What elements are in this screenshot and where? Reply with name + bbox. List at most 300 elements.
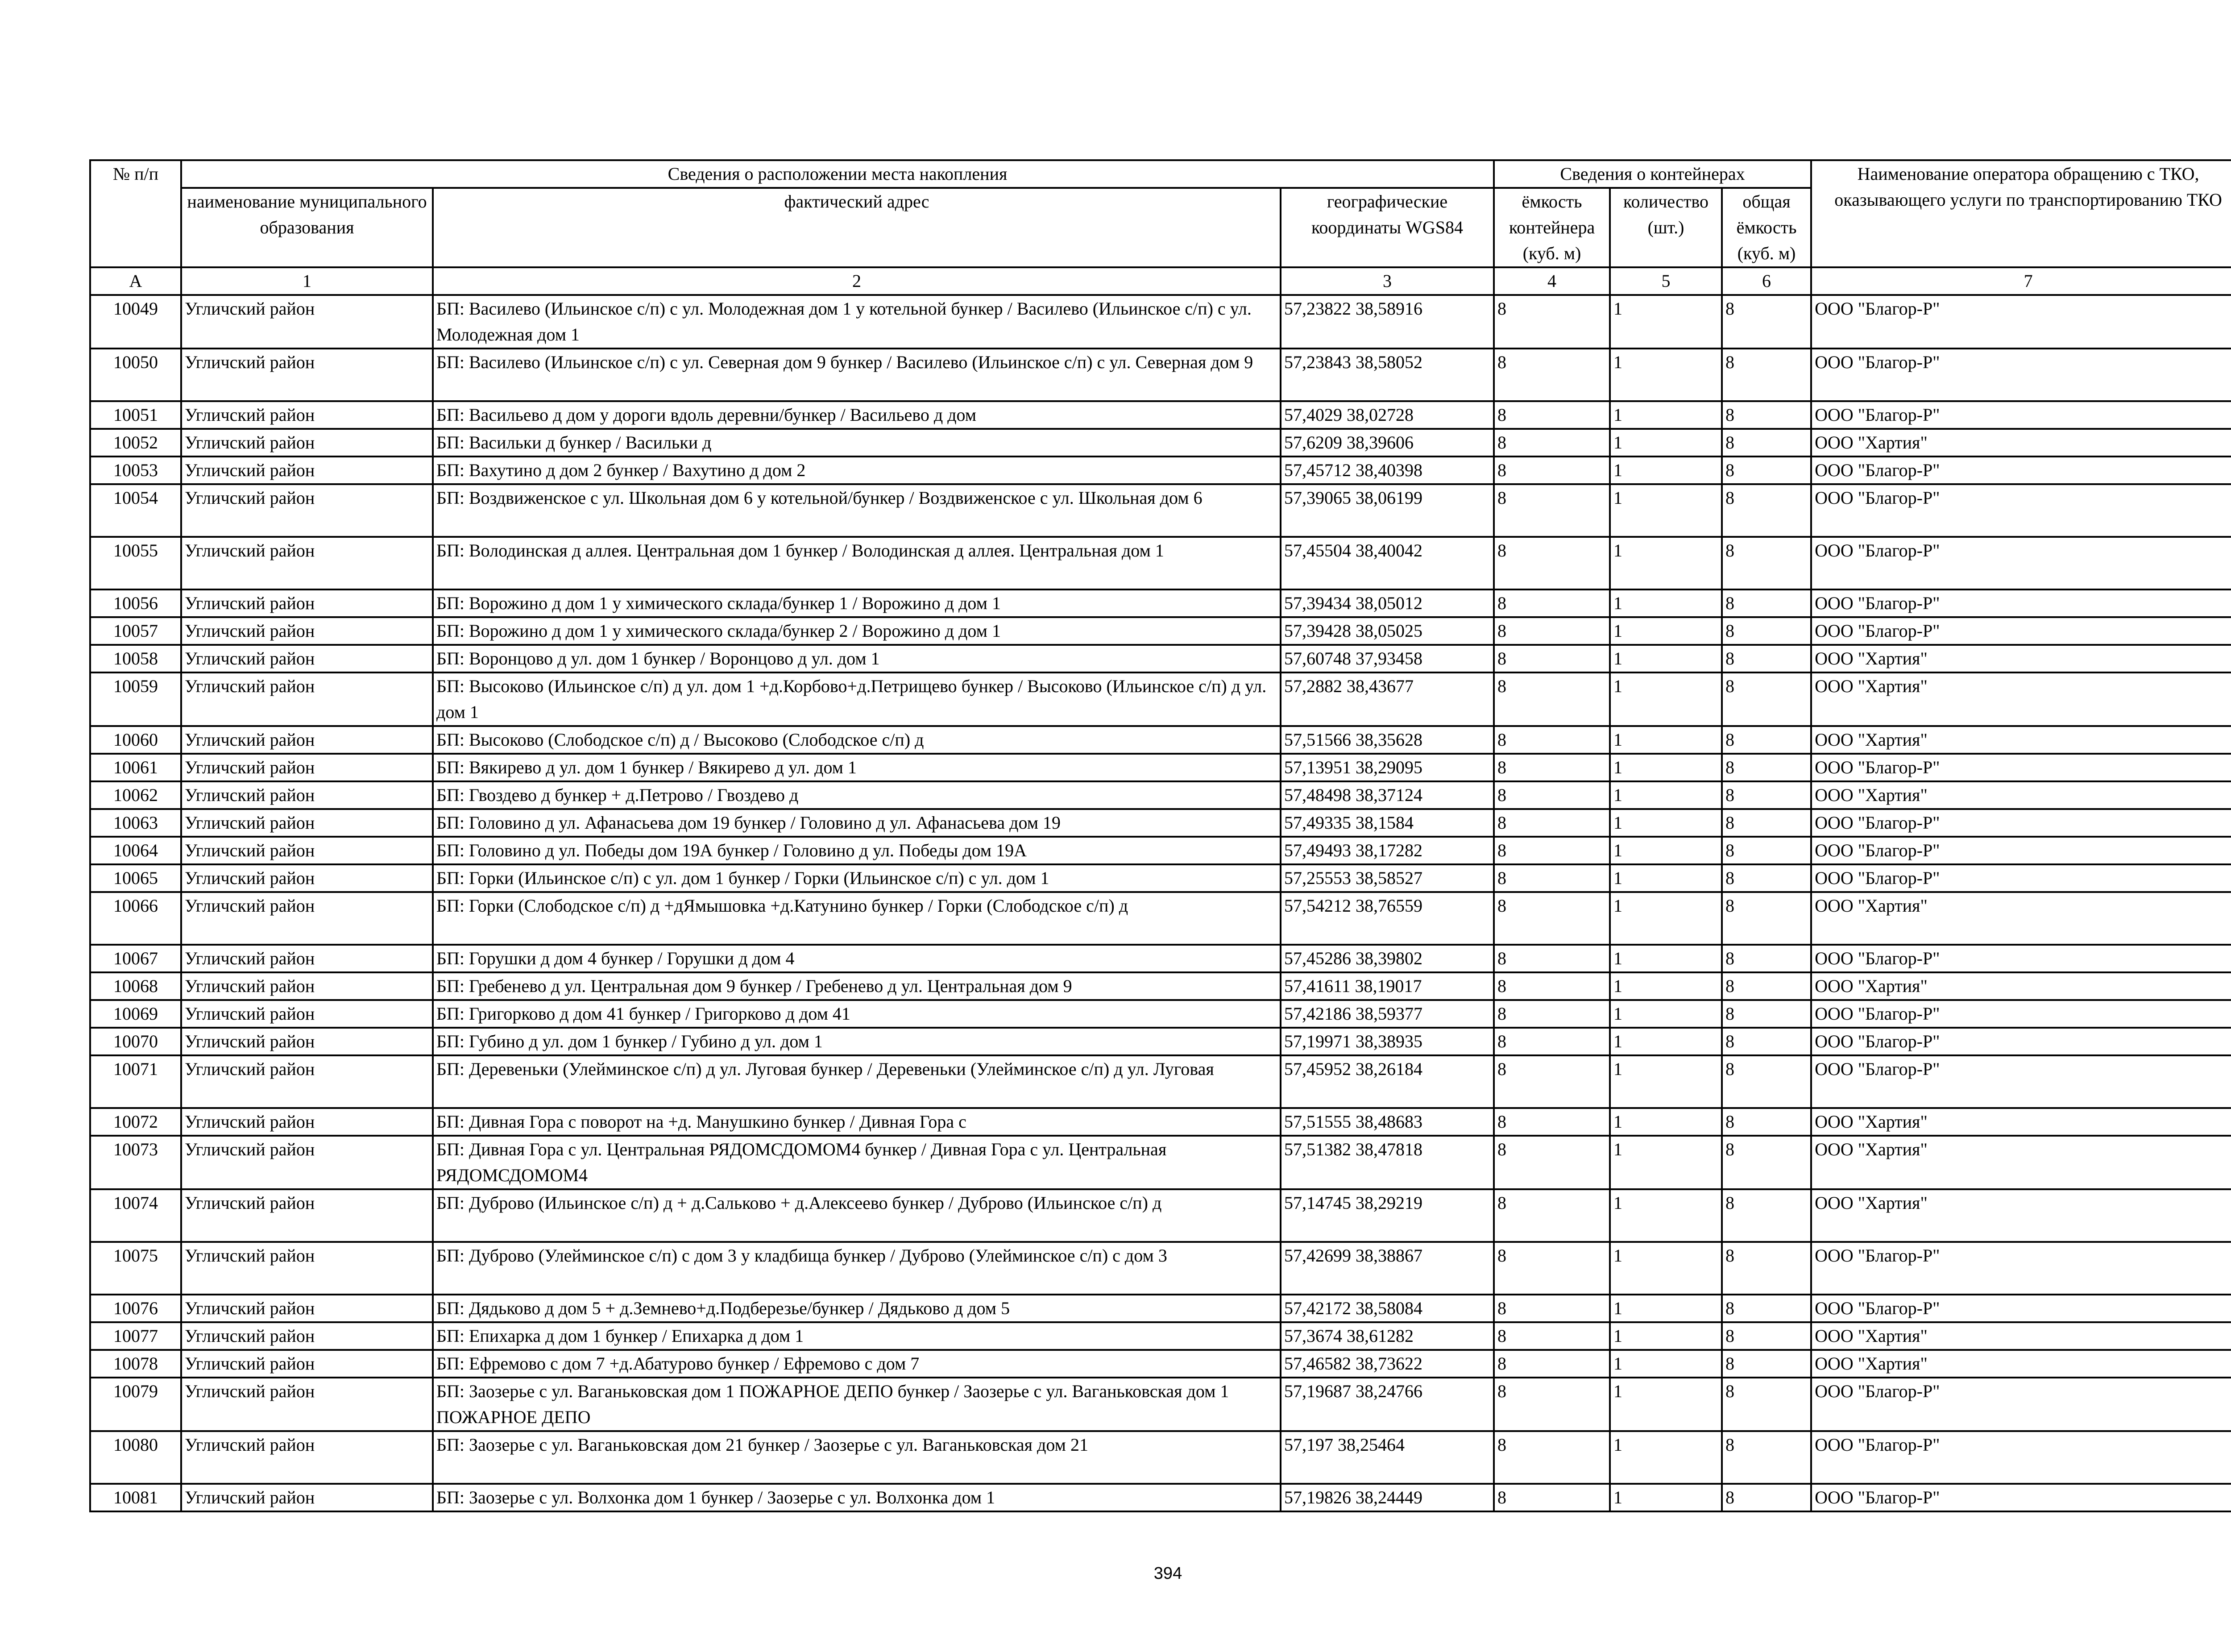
table-row [90,864,2231,892]
table-row [90,1136,2231,1189]
capacity-cell: 8 [1494,972,1610,1000]
table-row [90,754,2231,781]
capacity-cell: 8 [1494,837,1610,864]
address-cell: БП: Дуброво (Ильинское с/п) д + д.Сальково + д.Алексеево бункер / Дуброво (Ильинское с/п) д [433,1189,1281,1242]
total-cell: 8 [1722,972,1811,1000]
coords-cell: 57,42186 38,59377 [1281,1000,1494,1028]
table-row [90,837,2231,864]
capacity-cell: 8 [1494,1055,1610,1108]
count-cell: 1 [1610,1431,1722,1484]
count-cell: 1 [1610,1322,1722,1350]
coords-cell: 57,39428 38,05025 [1281,617,1494,645]
operator-cell: ООО "Благор-Р" [1811,295,2231,349]
row-number: 10080 [90,1431,181,1484]
municipality-cell: Угличский район [181,754,433,781]
total-cell: 8 [1722,754,1811,781]
total-cell: 8 [1722,484,1811,537]
coords-cell: 57,19687 38,24766 [1281,1378,1494,1431]
row-number: 10050 [90,349,181,401]
address-cell: БП: Горки (Ильинское с/п) с ул. дом 1 бункер / Горки (Ильинское с/п) с ул. дом 1 [433,864,1281,892]
operator-cell: ООО "Хартия" [1811,1350,2231,1378]
total-cell: 8 [1722,672,1811,726]
total-cell: 8 [1722,429,1811,457]
operator-cell: ООО "Благор-Р" [1811,484,2231,537]
row-number: 10065 [90,864,181,892]
row-number: 10064 [90,837,181,864]
address-cell: БП: Заозерье с ул. Волхонка дом 1 бункер / Заозерье с ул. Волхонка дом 1 [433,1484,1281,1511]
col-number: 6 [1722,267,1811,295]
municipality-cell: Угличский район [181,1322,433,1350]
capacity-cell: 8 [1494,754,1610,781]
operator-cell: ООО "Хартия" [1811,726,2231,754]
count-cell: 1 [1610,1295,1722,1322]
table-row [90,1189,2231,1242]
header-total: общая ёмкость (куб. м) [1722,188,1811,267]
operator-cell: ООО "Благор-Р" [1811,1378,2231,1431]
total-cell: 8 [1722,295,1811,349]
row-number: 10076 [90,1295,181,1322]
col-number: 5 [1610,267,1722,295]
coords-cell: 57,2882 38,43677 [1281,672,1494,726]
address-cell: БП: Вахутино д дом 2 бункер / Вахутино д дом 2 [433,457,1281,484]
row-number: 10074 [90,1189,181,1242]
operator-cell: ООО "Благор-Р" [1811,1431,2231,1484]
address-cell: БП: Горки (Слободское с/п) д +дЯмышовка +д.Катунино бункер / Горки (Слободское с/п) д [433,892,1281,945]
table-row [90,401,2231,429]
address-cell: БП: Вякирево д ул. дом 1 бункер / Вякирево д ул. дом 1 [433,754,1281,781]
table-row [90,1242,2231,1295]
address-cell: БП: Дядьково д дом 5 + д.Земнево+д.Подберезье/бункер / Дядьково д дом 5 [433,1295,1281,1322]
operator-cell: ООО "Хартия" [1811,1108,2231,1136]
table-row [90,781,2231,809]
row-number: 10055 [90,537,181,589]
capacity-cell: 8 [1494,537,1610,589]
row-number: 10078 [90,1350,181,1378]
coords-cell: 57,42172 38,58084 [1281,1295,1494,1322]
col-number: А [90,267,181,295]
total-cell: 8 [1722,781,1811,809]
table-row [90,484,2231,537]
count-cell: 1 [1610,429,1722,457]
municipality-cell: Угличский район [181,892,433,945]
municipality-cell: Угличский район [181,1350,433,1378]
municipality-cell: Угличский район [181,645,433,672]
count-cell: 1 [1610,1108,1722,1136]
header-capacity: ёмкость контейнера (куб. м) [1494,188,1610,267]
row-number: 10056 [90,589,181,617]
header-coords: географические координаты WGS84 [1281,188,1494,267]
coords-cell: 57,49335 38,1584 [1281,809,1494,837]
total-cell: 8 [1722,726,1811,754]
address-cell: БП: Заозерье с ул. Ваганьковская дом 1 ПОЖАРНОЕ ДЕПО бункер / Заозерье с ул. Ваганьковская дом 1 ПОЖАРНОЕ ДЕПО [433,1378,1281,1431]
operator-cell: ООО "Благор-Р" [1811,1055,2231,1108]
table-row [90,1484,2231,1511]
operator-cell: ООО "Хартия" [1811,1189,2231,1242]
capacity-cell: 8 [1494,945,1610,972]
table-row [90,972,2231,1000]
capacity-cell: 8 [1494,617,1610,645]
capacity-cell: 8 [1494,1484,1610,1511]
total-cell: 8 [1722,1028,1811,1055]
capacity-cell: 8 [1494,1136,1610,1189]
municipality-cell: Угличский район [181,837,433,864]
address-cell: БП: Головино д ул. Афанасьева дом 19 бункер / Головино д ул. Афанасьева дом 19 [433,809,1281,837]
capacity-cell: 8 [1494,1189,1610,1242]
table-row [90,945,2231,972]
total-cell: 8 [1722,1000,1811,1028]
coords-cell: 57,41611 38,19017 [1281,972,1494,1000]
table-row [90,457,2231,484]
operator-cell: ООО "Благор-Р" [1811,754,2231,781]
row-number: 10069 [90,1000,181,1028]
total-cell: 8 [1722,1189,1811,1242]
row-number: 10061 [90,754,181,781]
operator-cell: ООО "Благор-Р" [1811,1000,2231,1028]
capacity-cell: 8 [1494,1295,1610,1322]
coords-cell: 57,48498 38,37124 [1281,781,1494,809]
total-cell: 8 [1722,1350,1811,1378]
count-cell: 1 [1610,589,1722,617]
table-row [90,349,2231,401]
operator-cell: ООО "Благор-Р" [1811,1242,2231,1295]
row-number: 10068 [90,972,181,1000]
coords-cell: 57,42699 38,38867 [1281,1242,1494,1295]
table-row [90,537,2231,589]
capacity-cell: 8 [1494,457,1610,484]
coords-cell: 57,39434 38,05012 [1281,589,1494,617]
address-cell: БП: Ворожино д дом 1 у химического склада/бункер 2 / Ворожино д дом 1 [433,617,1281,645]
operator-cell: ООО "Благор-Р" [1811,864,2231,892]
row-number: 10066 [90,892,181,945]
page-number: 394 [1153,1564,1182,1583]
address-cell: БП: Головино д ул. Победы дом 19А бункер / Головино д ул. Победы дом 19А [433,837,1281,864]
count-cell: 1 [1610,945,1722,972]
count-cell: 1 [1610,401,1722,429]
table-row [90,1000,2231,1028]
row-number: 10075 [90,1242,181,1295]
capacity-cell: 8 [1494,1028,1610,1055]
municipality-cell: Угличский район [181,429,433,457]
header-address: фактический адрес [433,188,1281,267]
address-cell: БП: Дивная Гора с поворот на +д. Манушкино бункер / Дивная Гора с [433,1108,1281,1136]
municipality-cell: Угличский район [181,1055,433,1108]
col-number: 4 [1494,267,1610,295]
count-cell: 1 [1610,457,1722,484]
row-number: 10063 [90,809,181,837]
row-number: 10073 [90,1136,181,1189]
count-cell: 1 [1610,1136,1722,1189]
header-location-group: Сведения о расположении места накопления [181,160,1494,188]
capacity-cell: 8 [1494,1378,1610,1431]
total-cell: 8 [1722,537,1811,589]
row-number: 10057 [90,617,181,645]
municipality-cell: Угличский район [181,1431,433,1484]
count-cell: 1 [1610,754,1722,781]
coords-cell: 57,13951 38,29095 [1281,754,1494,781]
row-number: 10071 [90,1055,181,1108]
operator-cell: ООО "Благор-Р" [1811,1484,2231,1511]
coords-cell: 57,23843 38,58052 [1281,349,1494,401]
table-row [90,617,2231,645]
coords-cell: 57,60748 37,93458 [1281,645,1494,672]
coords-cell: 57,51382 38,47818 [1281,1136,1494,1189]
count-cell: 1 [1610,726,1722,754]
total-cell: 8 [1722,837,1811,864]
municipality-cell: Угличский район [181,1028,433,1055]
total-cell: 8 [1722,1108,1811,1136]
count-cell: 1 [1610,617,1722,645]
row-number: 10072 [90,1108,181,1136]
address-cell: БП: Ворожино д дом 1 у химического склада/бункер 1 / Ворожино д дом 1 [433,589,1281,617]
operator-cell: ООО "Хартия" [1811,672,2231,726]
coords-cell: 57,39065 38,06199 [1281,484,1494,537]
row-number: 10079 [90,1378,181,1431]
address-cell: БП: Дуброво (Улейминское с/п) с дом 3 у кладбища бункер / Дуброво (Улейминское с/п) с дом 3 [433,1242,1281,1295]
operator-cell: ООО "Хартия" [1811,429,2231,457]
header-containers-group: Сведения о контейнерах [1494,160,1811,188]
count-cell: 1 [1610,672,1722,726]
address-cell: БП: Гвоздево д бункер + д.Петрово / Гвоздево д [433,781,1281,809]
capacity-cell: 8 [1494,809,1610,837]
count-cell: 1 [1610,1484,1722,1511]
address-cell: БП: Горушки д дом 4 бункер / Горушки д дом 4 [433,945,1281,972]
capacity-cell: 8 [1494,1000,1610,1028]
row-number: 10077 [90,1322,181,1350]
total-cell: 8 [1722,457,1811,484]
count-cell: 1 [1610,864,1722,892]
total-cell: 8 [1722,809,1811,837]
count-cell: 1 [1610,484,1722,537]
capacity-cell: 8 [1494,349,1610,401]
coords-cell: 57,6209 38,39606 [1281,429,1494,457]
operator-cell: ООО "Хартия" [1811,645,2231,672]
coords-cell: 57,51566 38,35628 [1281,726,1494,754]
count-cell: 1 [1610,645,1722,672]
municipality-cell: Угличский район [181,1000,433,1028]
row-number: 10051 [90,401,181,429]
header-municipality: наименование муниципального образования [181,188,433,267]
registry-table [89,159,2231,1512]
capacity-cell: 8 [1494,401,1610,429]
row-number: 10054 [90,484,181,537]
count-cell: 1 [1610,1000,1722,1028]
capacity-cell: 8 [1494,892,1610,945]
municipality-cell: Угличский район [181,1484,433,1511]
address-cell: БП: Василево (Ильинское с/п) с ул. Молодежная дом 1 у котельной бункер / Василево (Ильинское с/п) с ул. Молодежная дом 1 [433,295,1281,349]
address-cell: БП: Заозерье с ул. Ваганьковская дом 21 бункер / Заозерье с ул. Ваганьковская дом 21 [433,1431,1281,1484]
row-number: 10067 [90,945,181,972]
header-operator: Наименование оператора обращению с ТКО, оказывающего услуги по транспортированию ТКО [1811,160,2231,267]
municipality-cell: Угличский район [181,617,433,645]
count-cell: 1 [1610,349,1722,401]
address-cell: БП: Губино д ул. дом 1 бункер / Губино д ул. дом 1 [433,1028,1281,1055]
table-row [90,1108,2231,1136]
count-cell: 1 [1610,295,1722,349]
row-number: 10060 [90,726,181,754]
operator-cell: ООО "Благор-Р" [1811,401,2231,429]
capacity-cell: 8 [1494,781,1610,809]
table-body [90,295,2231,1511]
coords-cell: 57,49493 38,17282 [1281,837,1494,864]
capacity-cell: 8 [1494,1350,1610,1378]
operator-cell: ООО "Благор-Р" [1811,537,2231,589]
count-cell: 1 [1610,1028,1722,1055]
coords-cell: 57,45952 38,26184 [1281,1055,1494,1108]
municipality-cell: Угличский район [181,672,433,726]
capacity-cell: 8 [1494,589,1610,617]
coords-cell: 57,23822 38,58916 [1281,295,1494,349]
coords-cell: 57,4029 38,02728 [1281,401,1494,429]
total-cell: 8 [1722,589,1811,617]
total-cell: 8 [1722,945,1811,972]
coords-cell: 57,46582 38,73622 [1281,1350,1494,1378]
address-cell: БП: Дивная Гора с ул. Центральная РЯДОМСДОМОМ4 бункер / Дивная Гора с ул. Центральная РЯДОМСДОМОМ4 [433,1136,1281,1189]
operator-cell: ООО "Благор-Р" [1811,1028,2231,1055]
table-row [90,726,2231,754]
operator-cell: ООО "Благор-Р" [1811,837,2231,864]
table-row [90,1028,2231,1055]
municipality-cell: Угличский район [181,589,433,617]
address-cell: БП: Василево (Ильинское с/п) с ул. Северная дом 9 бункер / Василево (Ильинское с/п) с ул. Северная дом 9 [433,349,1281,401]
operator-cell: ООО "Хартия" [1811,972,2231,1000]
count-cell: 1 [1610,837,1722,864]
coords-cell: 57,19971 38,38935 [1281,1028,1494,1055]
municipality-cell: Угличский район [181,484,433,537]
col-number: 7 [1811,267,2231,295]
municipality-cell: Угличский район [181,809,433,837]
table-row [90,809,2231,837]
address-cell: БП: Володинская д аллея. Центральная дом 1 бункер / Володинская д аллея. Центральная дом 1 [433,537,1281,589]
capacity-cell: 8 [1494,484,1610,537]
total-cell: 8 [1722,1136,1811,1189]
count-cell: 1 [1610,1189,1722,1242]
operator-cell: ООО "Хартия" [1811,1322,2231,1350]
coords-cell: 57,197 38,25464 [1281,1431,1494,1484]
capacity-cell: 8 [1494,429,1610,457]
table-row [90,1295,2231,1322]
municipality-cell: Угличский район [181,401,433,429]
total-cell: 8 [1722,645,1811,672]
total-cell: 8 [1722,1431,1811,1484]
total-cell: 8 [1722,1295,1811,1322]
table-row [90,1378,2231,1431]
header-count: количество (шт.) [1610,188,1722,267]
table-row [90,1322,2231,1350]
capacity-cell: 8 [1494,864,1610,892]
col-number: 3 [1281,267,1494,295]
municipality-cell: Угличский район [181,781,433,809]
count-cell: 1 [1610,892,1722,945]
municipality-cell: Угличский район [181,1136,433,1189]
municipality-cell: Угличский район [181,537,433,589]
table-row [90,645,2231,672]
municipality-cell: Угличский район [181,972,433,1000]
capacity-cell: 8 [1494,1322,1610,1350]
row-number: 10053 [90,457,181,484]
operator-cell: ООО "Хартия" [1811,1136,2231,1189]
table-row [90,429,2231,457]
coords-cell: 57,45286 38,39802 [1281,945,1494,972]
coords-cell: 57,45504 38,40042 [1281,537,1494,589]
count-cell: 1 [1610,781,1722,809]
header-num: № п/п [90,160,181,267]
row-number: 10062 [90,781,181,809]
coords-cell: 57,25553 38,58527 [1281,864,1494,892]
operator-cell: ООО "Благор-Р" [1811,589,2231,617]
municipality-cell: Угличский район [181,864,433,892]
row-number: 10059 [90,672,181,726]
coords-cell: 57,51555 38,48683 [1281,1108,1494,1136]
operator-cell: ООО "Благор-Р" [1811,945,2231,972]
coords-cell: 57,54212 38,76559 [1281,892,1494,945]
capacity-cell: 8 [1494,1108,1610,1136]
municipality-cell: Угличский район [181,1108,433,1136]
capacity-cell: 8 [1494,295,1610,349]
operator-cell: ООО "Хартия" [1811,892,2231,945]
address-cell: БП: Гребенево д ул. Центральная дом 9 бункер / Гребенево д ул. Центральная дом 9 [433,972,1281,1000]
count-cell: 1 [1610,1242,1722,1295]
address-cell: БП: Высоково (Слободское с/п) д / Высоково (Слободское с/п) д [433,726,1281,754]
operator-cell: ООО "Благор-Р" [1811,1295,2231,1322]
address-cell: БП: Ефремово с дом 7 +д.Абатурово бункер / Ефремово с дом 7 [433,1350,1281,1378]
address-cell: БП: Григорково д дом 41 бункер / Григорково д дом 41 [433,1000,1281,1028]
coords-cell: 57,14745 38,29219 [1281,1189,1494,1242]
total-cell: 8 [1722,1484,1811,1511]
count-cell: 1 [1610,1378,1722,1431]
municipality-cell: Угличский район [181,945,433,972]
capacity-cell: 8 [1494,645,1610,672]
total-cell: 8 [1722,864,1811,892]
total-cell: 8 [1722,1055,1811,1108]
operator-cell: ООО "Благор-Р" [1811,349,2231,401]
total-cell: 8 [1722,401,1811,429]
capacity-cell: 8 [1494,1431,1610,1484]
count-cell: 1 [1610,972,1722,1000]
table-row [90,1350,2231,1378]
municipality-cell: Угличский район [181,1189,433,1242]
capacity-cell: 8 [1494,672,1610,726]
count-cell: 1 [1610,1055,1722,1108]
operator-cell: ООО "Благор-Р" [1811,617,2231,645]
col-number: 2 [433,267,1281,295]
municipality-cell: Угличский район [181,295,433,349]
address-cell: БП: Воронцово д ул. дом 1 бункер / Воронцово д ул. дом 1 [433,645,1281,672]
total-cell: 8 [1722,892,1811,945]
operator-cell: ООО "Благор-Р" [1811,809,2231,837]
operator-cell: ООО "Благор-Р" [1811,457,2231,484]
municipality-cell: Угличский район [181,726,433,754]
address-cell: БП: Высоково (Ильинское с/п) д ул. дом 1 +д.Корбово+д.Петрищево бункер / Высоково (Ильинское с/п) д ул. дом 1 [433,672,1281,726]
capacity-cell: 8 [1494,726,1610,754]
municipality-cell: Угличский район [181,457,433,484]
row-number: 10070 [90,1028,181,1055]
total-cell: 8 [1722,1242,1811,1295]
capacity-cell: 8 [1494,1242,1610,1295]
table-row [90,1431,2231,1484]
address-cell: БП: Деревеньки (Улейминское с/п) д ул. Луговая бункер / Деревеньки (Улейминское с/п) д ул. Луговая [433,1055,1281,1108]
municipality-cell: Угличский район [181,1242,433,1295]
table-row [90,1055,2231,1108]
count-cell: 1 [1610,809,1722,837]
coords-cell: 57,45712 38,40398 [1281,457,1494,484]
address-cell: БП: Воздвиженское с ул. Школьная дом 6 у котельной/бункер / Воздвиженское с ул. Школьная дом 6 [433,484,1281,537]
count-cell: 1 [1610,537,1722,589]
total-cell: 8 [1722,1322,1811,1350]
table-row [90,892,2231,945]
row-number: 10058 [90,645,181,672]
table-row [90,295,2231,349]
coords-cell: 57,19826 38,24449 [1281,1484,1494,1511]
